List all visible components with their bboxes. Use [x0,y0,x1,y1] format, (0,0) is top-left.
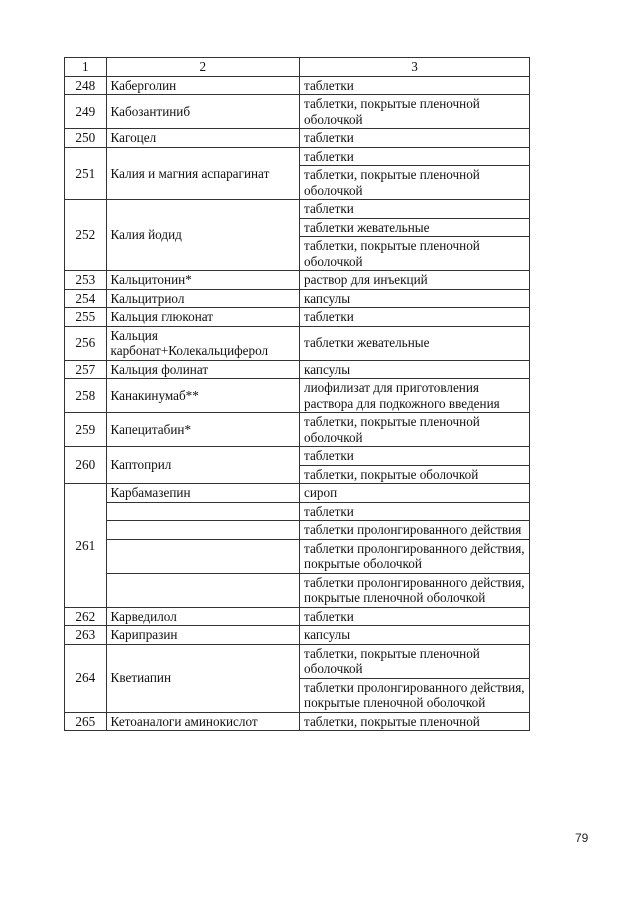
dosage-form: таблетки [300,147,530,166]
dosage-form: таблетки [300,308,530,327]
table-row [65,289,530,308]
table-row [65,521,530,540]
row-number: 258 [65,379,107,413]
dosage-form: таблетки, покрытые пленочной оболочкой [300,166,530,200]
row-number: 265 [65,712,107,731]
header-col-2: 2 [106,58,299,77]
drug-name: Карведилол [106,607,299,626]
table-row [65,484,530,503]
dosage-form: таблетки [300,200,530,219]
table-row [65,95,530,129]
drug-name: Кабозантиниб [106,95,299,129]
table-row [65,200,530,219]
drug-name: Кетоаналоги аминокислот [106,712,299,731]
table-row [65,644,530,678]
drug-name: Кагоцел [106,129,299,148]
dosage-form: таблетки, покрытые пленочной оболочкой [300,644,530,678]
row-number: 262 [65,607,107,626]
drug-name-empty [106,539,299,573]
dosage-form: таблетки [300,607,530,626]
row-number: 256 [65,326,107,360]
dosage-form: таблетки пролонгированного действия, покрытые пленочной оболочкой [300,678,530,712]
medicines-table [64,57,530,731]
drug-name: Кальция фолинат [106,360,299,379]
drug-name: Калия йодид [106,200,299,271]
row-number: 261 [65,484,107,608]
drug-name: Карипразин [106,626,299,645]
table-row [65,129,530,148]
row-number: 255 [65,308,107,327]
table-row [65,447,530,466]
dosage-form: таблетки [300,76,530,95]
row-number: 259 [65,413,107,447]
table-row [65,413,530,447]
table-row [65,271,530,290]
table-row [65,379,530,413]
dosage-form: таблетки, покрытые пленочной оболочкой [300,237,530,271]
drug-name: Кальция карбонат+Колекальциферол [106,326,299,360]
drug-name-empty [106,521,299,540]
table-row [65,147,530,166]
drug-name: Калия и магния аспарагинат [106,147,299,200]
dosage-form: капсулы [300,289,530,308]
dosage-form: таблетки пролонгированного действия, покрытые оболочкой [300,539,530,573]
table-row [65,326,530,360]
drug-name: Канакинумаб** [106,379,299,413]
table-row [65,539,530,573]
row-number: 250 [65,129,107,148]
drug-name: Капецитабин* [106,413,299,447]
table-row [65,626,530,645]
dosage-form: таблетки пролонгированного действия [300,521,530,540]
table-row [65,308,530,327]
dosage-form: таблетки жевательные [300,326,530,360]
page-number: 79 [575,831,589,845]
table-row [65,360,530,379]
dosage-form: таблетки, покрытые пленочной оболочкой [300,95,530,129]
row-number: 253 [65,271,107,290]
drug-name: Каптоприл [106,447,299,484]
header-col-3: 3 [300,58,530,77]
dosage-form: сироп [300,484,530,503]
table-row [65,573,530,607]
table-row [65,502,530,521]
drug-name: Кветиапин [106,644,299,712]
dosage-form: лиофилизат для приготовления раствора для подкожного введения [300,379,530,413]
row-number: 248 [65,76,107,95]
table-header-row [65,58,530,77]
drug-name: Кальция глюконат [106,308,299,327]
row-number: 257 [65,360,107,379]
dosage-form: капсулы [300,360,530,379]
row-number: 263 [65,626,107,645]
dosage-form: таблетки [300,502,530,521]
dosage-form: таблетки жевательные [300,218,530,237]
drug-name: Кальцитонин* [106,271,299,290]
row-number: 251 [65,147,107,200]
dosage-form: раствор для инъекций [300,271,530,290]
drug-name: Карбамазепин [106,484,299,503]
dosage-form: таблетки [300,447,530,466]
dosage-form: таблетки, покрытые пленочной [300,712,530,731]
drug-name-empty [106,573,299,607]
table-row [65,712,530,731]
drug-name: Каберголин [106,76,299,95]
dosage-form: таблетки, покрытые пленочной оболочкой [300,413,530,447]
row-number: 252 [65,200,107,271]
dosage-form: таблетки, покрытые оболочкой [300,465,530,484]
row-number: 260 [65,447,107,484]
table-row [65,76,530,95]
drug-name-empty [106,502,299,521]
dosage-form: таблетки [300,129,530,148]
header-col-1: 1 [65,58,107,77]
row-number: 254 [65,289,107,308]
drug-name: Кальцитриол [106,289,299,308]
table-row [65,607,530,626]
row-number: 249 [65,95,107,129]
dosage-form: таблетки пролонгированного действия, покрытые пленочной оболочкой [300,573,530,607]
row-number: 264 [65,644,107,712]
dosage-form: капсулы [300,626,530,645]
